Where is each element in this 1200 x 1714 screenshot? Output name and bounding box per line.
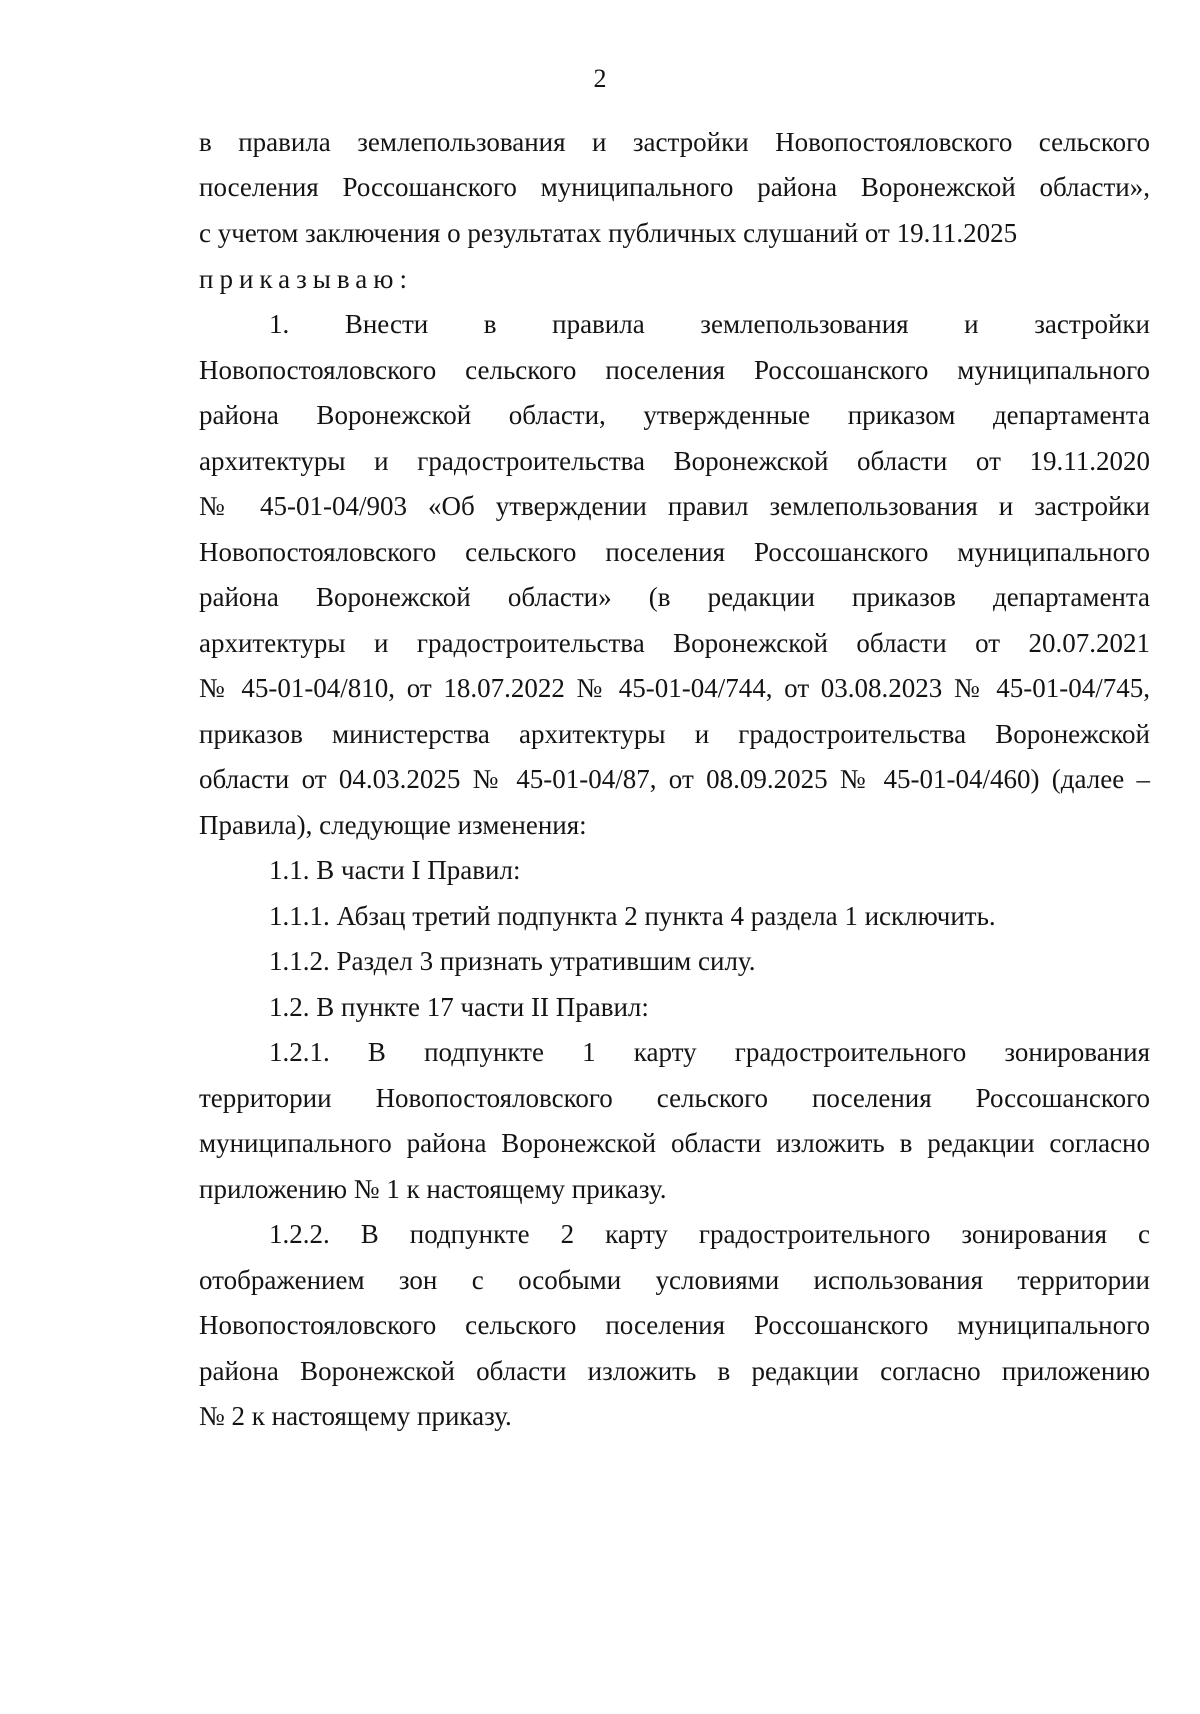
text-line: 1. Внести в правила землепользования и застройки (269, 309, 1150, 339)
text-line: района Воронежской области» (в редакции приказов департамента (199, 582, 1150, 612)
text-line: территории Новопостояловского сельского поселения Россошанского (199, 1083, 1150, 1113)
text-line: района Воронежской области изложить в редакции согласно приложению (199, 1356, 1150, 1386)
text-line: 1.2.2. В подпункте 2 карту градостроительного зонирования с (269, 1219, 1150, 1249)
text-line: приложению № 1 к настоящему приказу. (199, 1174, 667, 1204)
text-line: области от 04.03.2025 № 45-01-04/87, от 08.09.2025 № 45-01-04/460) (далее – (199, 764, 1150, 794)
text-line: приказов министерства архитектуры и градостроительства Воронежской (199, 719, 1150, 749)
text-line: Новопостояловского сельского поселения Россошанского муниципального (199, 355, 1150, 385)
text-line: 1.2.1. В подпункте 1 карту градостроительного зонирования (269, 1037, 1150, 1067)
text-line: Правила), следующие изменения: (199, 810, 587, 840)
text-line: № 2 к настоящему приказу. (199, 1401, 512, 1431)
text-line: № 45-01-04/903 «Об утверждении правил землепользования и застройки (199, 491, 1150, 521)
text-line: района Воронежской области, утвержденные приказом департамента (199, 400, 1150, 430)
text-line: отображением зон с особыми условиями использования территории (199, 1265, 1150, 1295)
text-line: поселения Россошанского муниципального района Воронежской области», (199, 172, 1150, 202)
text-line: 1.1.2. Раздел 3 признать утратившим силу. (269, 946, 756, 976)
text-line: 1.1.1. Абзац третий подпункта 2 пункта 4 раздела 1 исключить. (269, 901, 996, 931)
text-line: архитектуры и градостроительства Воронежской области от 19.11.2020 (199, 446, 1150, 476)
text-line: с учетом заключения о результатах публичных слушаний от 19.11.2025 (199, 218, 1018, 248)
text-line: № 45-01-04/810, от 18.07.2022 № 45-01-04/744, от 03.08.2023 № 45-01-04/745, (199, 673, 1150, 703)
decision-word: приказываю: (199, 264, 413, 294)
text-line: 1.1. В части I Правил: (269, 855, 521, 885)
text-line: архитектуры и градостроительства Воронежской области от 20.07.2021 (199, 628, 1150, 658)
text-line: в правила землепользования и застройки Новопостояловского сельского (199, 127, 1150, 157)
text-line: Новопостояловского сельского поселения Россошанского муниципального (199, 1310, 1150, 1340)
page-number: 2 (593, 64, 607, 93)
text-line: Новопостояловского сельского поселения Россошанского муниципального (199, 537, 1150, 567)
text-line: 1.2. В пункте 17 части II Правил: (269, 992, 649, 1022)
text-line: муниципального района Воронежской области изложить в редакции согласно (199, 1128, 1150, 1158)
